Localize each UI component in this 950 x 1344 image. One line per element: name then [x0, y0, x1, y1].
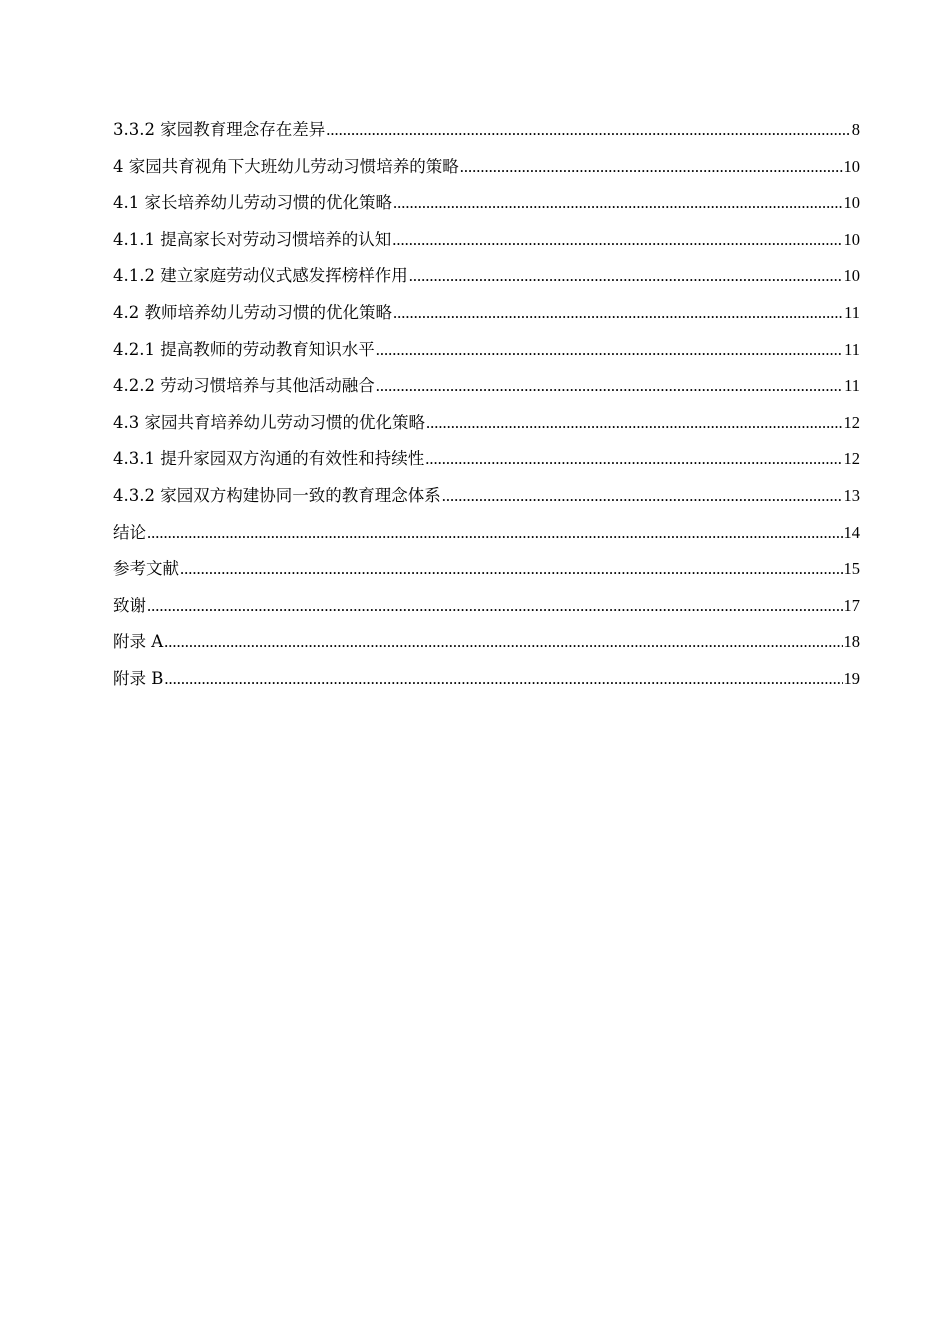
toc-entry[interactable]: [113, 112, 860, 149]
toc-entry-page: 10: [843, 266, 860, 286]
toc-entry-page: 11: [844, 376, 860, 396]
toc-entry-page: 17: [843, 595, 860, 615]
toc-entry[interactable]: [113, 661, 860, 698]
toc-dot-leader: [147, 588, 843, 625]
toc-entry-title: 4.1.2 建立家庭劳动仪式感发挥榜样作用: [113, 266, 408, 286]
toc-entry[interactable]: [113, 441, 860, 478]
toc-entry[interactable]: [113, 332, 860, 369]
toc-dot-leader: [393, 185, 843, 222]
toc-entry-page: 12: [843, 412, 860, 432]
toc-entry-title: 4.1.1 提高家长对劳动习惯培养的认知: [113, 229, 392, 249]
toc-entry[interactable]: [113, 515, 860, 552]
toc-entry[interactable]: [113, 222, 860, 259]
toc-entry[interactable]: [113, 258, 860, 295]
toc-dot-leader: [376, 368, 843, 405]
toc-entry[interactable]: [113, 149, 860, 186]
toc-entry-page: 10: [843, 193, 860, 213]
toc-dot-leader: [442, 478, 843, 515]
toc-dot-leader: [392, 222, 842, 259]
toc-entry-page: 18: [843, 632, 860, 652]
toc-entry[interactable]: [113, 588, 860, 625]
toc-dot-leader: [393, 295, 843, 332]
toc-entry-page: 10: [843, 156, 860, 176]
toc-entry-page: 11: [844, 302, 860, 322]
toc-entry[interactable]: [113, 295, 860, 332]
toc-entry-page: 19: [843, 668, 860, 688]
toc-entry-title: 4.3.2 家园双方构建协同一致的教育理念体系: [113, 485, 441, 505]
toc-entry[interactable]: [113, 551, 860, 588]
toc-entry-page: 13: [843, 485, 860, 505]
toc-entry-page: 15: [843, 559, 860, 579]
toc-dot-leader: [164, 624, 842, 661]
toc-entry-page: 12: [843, 449, 860, 469]
toc-entry-title: 附录 A: [113, 632, 164, 652]
toc-entry[interactable]: [113, 624, 860, 661]
toc-entry-title: 4.3 家园共育培养幼儿劳动习惯的优化策略: [113, 412, 425, 432]
toc-entry-title: 4.3.1 提升家园双方沟通的有效性和持续性: [113, 449, 425, 469]
toc-dot-leader: [147, 515, 843, 552]
toc-entry-title: 参考文献: [113, 559, 179, 579]
toc-dot-leader: [460, 149, 843, 186]
toc-entry-title: 4.1 家长培养幼儿劳动习惯的优化策略: [113, 193, 392, 213]
toc-dot-leader: [164, 661, 842, 698]
toc-entry-title: 4.2.1 提高教师的劳动教育知识水平: [113, 339, 375, 359]
toc-entry-title: 3.3.2 家园教育理念存在差异: [113, 120, 326, 139]
toc-dot-leader: [326, 112, 851, 149]
toc-entry-title: 结论: [113, 522, 146, 542]
toc-entry-page: 8: [851, 120, 860, 139]
table-of-contents: [113, 112, 860, 698]
toc-dot-leader: [425, 441, 842, 478]
toc-entry-page: 11: [844, 339, 860, 359]
toc-entry[interactable]: [113, 185, 860, 222]
toc-dot-leader: [426, 405, 843, 442]
toc-dot-leader: [409, 258, 843, 295]
toc-entry-title: 附录 B: [113, 668, 164, 688]
toc-entry-page: 14: [843, 522, 860, 542]
toc-entry-title: 致谢: [113, 595, 146, 615]
toc-entry-title: 4.2 教师培养幼儿劳动习惯的优化策略: [113, 302, 392, 322]
toc-dot-leader: [376, 332, 843, 369]
toc-entry-title: 4 家园共育视角下大班幼儿劳动习惯培养的策略: [113, 156, 459, 176]
toc-dot-leader: [180, 551, 843, 588]
toc-entry-title: 4.2.2 劳动习惯培养与其他活动融合: [113, 376, 375, 396]
toc-entry[interactable]: [113, 368, 860, 405]
toc-entry[interactable]: [113, 478, 860, 515]
toc-entry[interactable]: [113, 405, 860, 442]
toc-entry-page: 10: [843, 229, 860, 249]
